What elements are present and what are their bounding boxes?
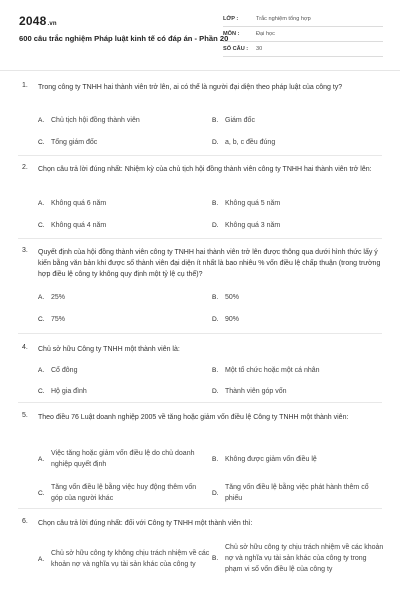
answer-option[interactable] <box>38 137 97 148</box>
answer-option[interactable] <box>38 220 106 231</box>
option-text: Không quá 5 năm <box>225 200 281 207</box>
question-number: 3. <box>22 247 28 254</box>
question-number: 4. <box>22 344 28 351</box>
answer-option[interactable] <box>38 548 210 570</box>
option-text: Không được giảm vốn điều lệ <box>225 456 317 463</box>
option-text: Thành viên góp vốn <box>225 388 287 395</box>
answer-option[interactable] <box>38 482 208 504</box>
option-letter: A. <box>38 367 45 374</box>
option-letter: C. <box>38 388 45 395</box>
option-text: Hộ gia đình <box>51 388 87 395</box>
question-number: 1. <box>22 82 28 89</box>
answer-option[interactable] <box>212 314 239 325</box>
meta-value: Trắc nghiệm tổng hợp <box>256 16 311 22</box>
meta-value: Đại học <box>256 31 275 37</box>
option-letter: A. <box>38 294 45 301</box>
option-letter: A. <box>38 117 45 124</box>
logo-domain: .vn <box>47 21 57 27</box>
meta-row-class <box>223 12 383 27</box>
option-letter: C. <box>38 316 45 323</box>
option-text: Không quá 6 năm <box>51 200 107 207</box>
option-letter: D. <box>212 388 219 395</box>
answer-option[interactable] <box>212 542 384 575</box>
option-text: 75% <box>51 316 66 323</box>
option-text: 25% <box>51 294 66 301</box>
option-letter: A. <box>38 555 45 563</box>
answer-option[interactable] <box>38 365 77 376</box>
meta-label: SỐ CÂU : <box>223 46 249 52</box>
question-divider <box>18 155 382 156</box>
answer-option[interactable] <box>212 386 287 397</box>
answer-option[interactable] <box>212 115 255 126</box>
option-letter: A. <box>38 455 45 463</box>
answer-option[interactable] <box>38 386 87 397</box>
option-text: Việc tăng hoặc giảm vốn điều lệ do chủ doanh nghiệp quyết định <box>51 450 195 468</box>
option-text: 90% <box>225 316 240 323</box>
option-text: Chủ tịch hội đồng thành viên <box>51 117 140 124</box>
answer-option[interactable] <box>212 365 320 376</box>
meta-label: MÔN : <box>223 31 240 37</box>
question-text: Trong công ty TNHH hai thành viên trở lên, ai có thể là người đại diện theo pháp luật của công ty? <box>38 84 343 91</box>
option-letter: B. <box>212 200 219 207</box>
document-title: 600 câu trắc nghiệm Pháp luật kinh tế có đáp án - Phần 20 <box>19 34 229 43</box>
option-letter: B. <box>212 294 219 301</box>
header-divider <box>0 70 400 71</box>
question-divider <box>18 402 382 403</box>
header <box>0 0 400 62</box>
answer-option[interactable] <box>212 292 239 303</box>
option-text: Tổng giám đốc <box>51 139 98 146</box>
meta-label: LỚP : <box>223 16 239 22</box>
option-letter: D. <box>212 316 219 323</box>
meta-info <box>223 12 383 57</box>
question-text: Quyết định của hội đồng thành viên công ty TNHH hai thành viên trở lên được thông qua dưới hình thức lấy ý kiến bằng văn bản khi được số thành viên đại diện ít nhất là bao nhiêu % vốn điều lệ chấp thuận (trong trường hợp điều lệ công ty không quy định một tỷ lệ cụ thể)? <box>38 249 381 279</box>
option-letter: B. <box>212 555 219 562</box>
option-text: a, b, c đều đúng <box>225 139 276 146</box>
answer-option[interactable] <box>38 115 140 126</box>
option-text: Tăng vốn điều lệ bằng việc huy động thêm vốn góp của người khác <box>51 484 197 502</box>
answer-option[interactable] <box>212 220 280 231</box>
option-text: Giám đốc <box>225 117 255 124</box>
question-text: Chọn câu trả lời đúng nhất: Nhiệm kỳ của chủ tịch hội đồng thành viên công ty TNHH hai thành viên trở lên: <box>38 166 372 173</box>
meta-row-subject <box>223 27 383 42</box>
question-number: 5. <box>22 412 28 419</box>
logo-main: 2048 <box>19 14 47 28</box>
question-divider <box>18 238 382 239</box>
question-text: Theo điều 76 Luật doanh nghiệp 2005 về tăng hoặc giảm vốn điều lệ Công ty TNHH một thành viên: <box>38 414 349 421</box>
answer-option[interactable] <box>38 448 208 470</box>
option-letter: D. <box>212 489 219 497</box>
option-letter: C. <box>38 489 45 497</box>
answer-option[interactable] <box>212 454 382 465</box>
answer-option[interactable] <box>38 198 106 209</box>
option-letter: C. <box>38 222 45 229</box>
option-text: Không quá 3 năm <box>225 222 281 229</box>
option-letter: D. <box>212 222 219 229</box>
meta-value: 30 <box>256 46 263 52</box>
question-divider <box>18 508 382 509</box>
answer-option[interactable] <box>212 482 382 504</box>
option-letter: B. <box>212 117 219 124</box>
question-divider <box>18 333 382 334</box>
option-letter: D. <box>212 139 219 146</box>
question-text: Chủ sở hữu Công ty TNHH một thành viên là: <box>38 346 180 353</box>
meta-row-count <box>223 42 383 57</box>
option-text: Không quá 4 năm <box>51 222 107 229</box>
answer-option[interactable] <box>38 292 65 303</box>
question-text: Chọn câu trả lời đúng nhất: đối với Công ty TNHH một thành viên thì: <box>38 520 253 527</box>
option-text: Chủ sở hữu công ty không chịu trách nhiệm về các khoản nợ và nghĩa vụ tài sản khác của công ty <box>51 550 210 568</box>
site-logo[interactable] <box>19 14 57 28</box>
question-number: 6. <box>22 518 28 525</box>
option-letter: B. <box>212 367 219 374</box>
answer-option[interactable] <box>212 137 275 148</box>
option-letter: B. <box>212 456 219 463</box>
option-text: 50% <box>225 294 240 301</box>
option-text: Cổ đông <box>51 367 78 374</box>
option-text: Chủ sở hữu công ty chịu trách nhiệm về các khoản nợ và nghĩa vụ tài sản khác của công ty trong phạm vi số vốn điều lệ của công ty <box>225 544 384 573</box>
option-text: Tăng vốn điều lệ bằng việc phát hành thêm cổ phiếu <box>225 484 369 502</box>
option-text: Một tổ chức hoặc một cá nhân <box>225 367 320 374</box>
answer-option[interactable] <box>212 198 280 209</box>
option-letter: C. <box>38 139 45 146</box>
answer-option[interactable] <box>38 314 65 325</box>
question-number: 2. <box>22 164 28 171</box>
option-letter: A. <box>38 200 45 207</box>
